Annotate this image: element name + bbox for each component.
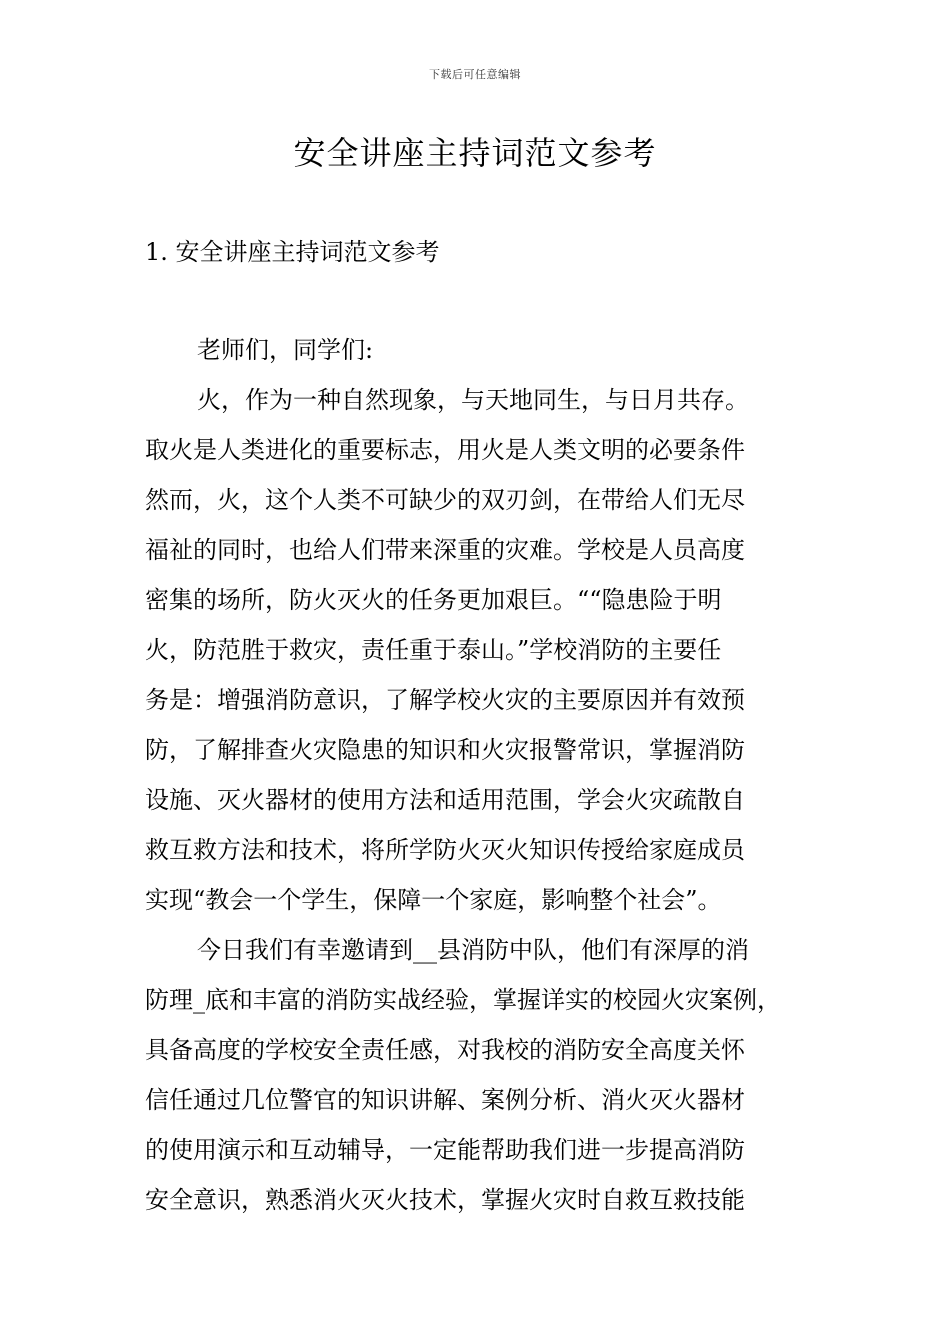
document-title: 安全讲座主持词范文参考 [293,134,657,172]
paragraph-line: 设施、灭火器材的使用方法和适用范围，学会火灾疏散自 [145,786,745,814]
paragraph-line: 救互救方法和技术，将所学防火灭火知识传授给家庭成员 [145,836,745,864]
paragraph-line: 密集的场所，防火灭火的任务更加艰巨。““隐患险于明 [145,586,722,614]
section-heading: 1. 安全讲座主持词范文参考 [145,238,440,266]
paragraph-line: 福祉的同时，也给人们带来深重的灾难。学校是人员高度 [145,536,745,564]
greeting-line: 老师们，同学们: [197,336,374,364]
paragraph-line: 实现“教会一个学生，保障一个家庭，影响整个社会”。 [145,886,722,914]
paragraph-line: 火，作为一种自然现象，与天地同生，与日月共存。 [197,386,749,414]
paragraph-line: 防，了解排查火灾隐患的知识和火灾报警常识，掌握消防 [145,736,745,764]
paragraph-line: 信任通过几位警官的知识讲解、案例分析、消火灭火器材 [145,1086,745,1114]
paragraph-line: 火，防范胜于救灾，责任重于泰山。”学校消防的主要任 [145,636,722,664]
paragraph-line: 取火是人类进化的重要标志，用火是人类文明的必要条件 [145,436,745,464]
paragraph-line: 安全意识，熟悉消火灭火技术，掌握火灾时自救互救技能 [145,1186,745,1214]
document-body [145,330,825,1230]
paragraph-line: 然而，火，这个人类不可缺少的双刃剑，在带给人们无尽 [145,486,745,514]
paragraph-line: 的使用演示和互动辅导，一定能帮助我们进一步提高消防 [145,1136,745,1164]
paragraph-line: 防理_底和丰富的消防实战经验，掌握详实的校园火灾案例， [145,986,781,1014]
header-note: 下载后可任意编辑 [429,68,521,81]
paragraph-line: 具备高度的学校安全责任感，对我校的消防安全高度关怀 [145,1036,745,1064]
paragraph-line: 今日我们有幸邀请到__县消防中队，他们有深厚的消 [197,936,749,964]
paragraph-line: 务是：增强消防意识，了解学校火灾的主要原因并有效预 [145,686,745,714]
